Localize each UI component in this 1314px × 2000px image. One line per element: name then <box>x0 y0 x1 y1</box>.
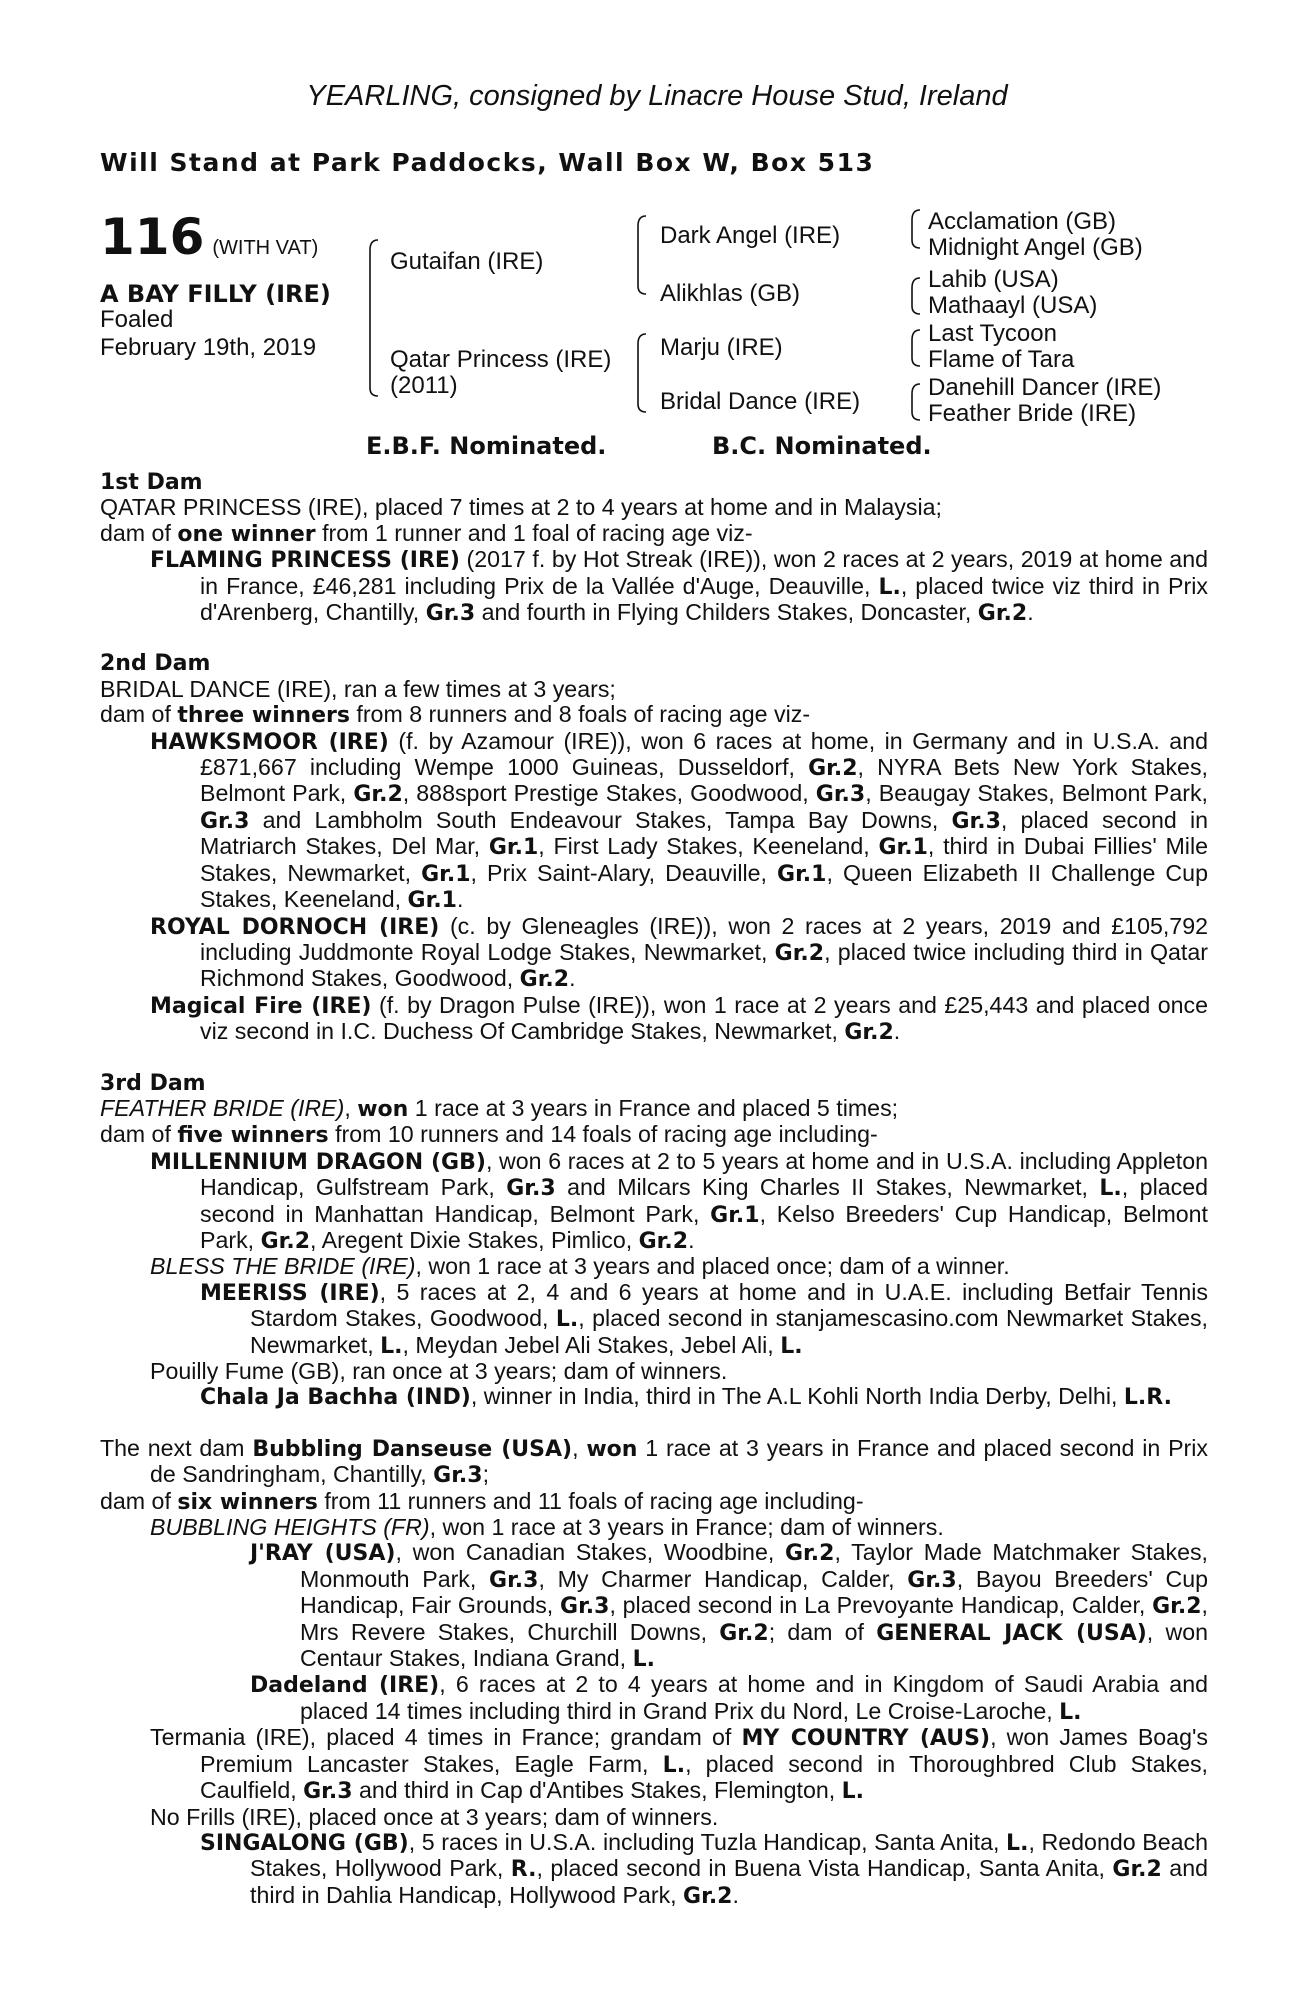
pedigree-dam-dam: Bridal Dance (IRE) <box>660 388 861 415</box>
pedigree-g8: Feather Bride (IRE) <box>928 400 1137 427</box>
entry-dadeland: Dadeland (IRE), 6 races at 2 to 4 years at home and in Kingdom of Saudi Arabia and placed 14 times including third in Grand Prix du Nord, Le Croise-Laroche, L. <box>250 1671 1208 1725</box>
entry-royal-dornoch: ROYAL DORNOCH (IRE) (c. by Gleneagles (IRE)), won 2 races at 2 years, 2019 and £105,792 including Juddmonte Royal Lodge Stakes, Newmarket, Gr.2, placed twice including third in Qatar Richmond Stakes, Goodwood, Gr.2. <box>150 912 1208 993</box>
entry-chala-ja-bachha: Chala Ja Bachha (IND), winner in India, third in The A.L Kohli North India Derby, Delhi, L.R. <box>200 1383 1172 1411</box>
next-dam-line: The next dam Bubbling Danseuse (USA), won 1 race at 3 years in France and placed second in Prix de Sandringham, Chantilly, Gr.3; <box>100 1434 1209 1489</box>
pedigree-g2: Midnight Angel (GB) <box>928 234 1143 261</box>
entry-magical-fire: Magical Fire (IRE) (f. by Dragon Pulse (IRE)), won 1 race at 2 years and £25,443 and placed once viz second in I.C. Duchess Of Cambridge Stakes, Newmarket, Gr.2. <box>150 991 1208 1046</box>
bracket-g-2 <box>912 278 920 314</box>
pedigree-sire-dam: Alikhlas (GB) <box>660 280 801 307</box>
vat-note: (WITH VAT) <box>212 237 319 259</box>
entry-singalong: SINGALONG (GB), 5 races in U.S.A. including Tuzla Handicap, Santa Anita, L., Redondo Beach Stakes, Hollywood Park, R., placed second in Buena Vista Handicap, Santa Anita, Gr.2 and third in Dahlia Handicap, Hollywood Park, Gr.2. <box>200 1828 1208 1909</box>
third-dam-heading: 3rd Dam <box>100 1070 206 1096</box>
horse-description: A BAY FILLY (IRE) <box>100 280 331 308</box>
bracket-dam <box>638 334 646 412</box>
pedigree-g7: Danehill Dancer (IRE) <box>928 374 1162 401</box>
first-dam-heading: 1st Dam <box>100 470 203 495</box>
foaled-label: Foaled <box>100 306 174 333</box>
bracket-g-1 <box>912 210 920 248</box>
catalogue-text <box>100 470 1208 1909</box>
ebf-nomination: E.B.F. Nominated. <box>366 432 607 460</box>
bc-nomination: B.C. Nominated. <box>712 432 932 460</box>
third-dam-line: FEATHER BRIDE (IRE), won 1 race at 3 years in France and placed 5 times; <box>100 1094 899 1122</box>
second-dam-heading: 2nd Dam <box>100 651 211 677</box>
next-dam-produce-line: dam of six winners from 11 runners and 11 foals of racing age including- <box>100 1487 864 1515</box>
foaled-date: February 19th, 2019 <box>100 334 317 361</box>
entry-termania: Termania (IRE), placed 4 times in France; grandam of MY COUNTRY (AUS), won James Boag's Premium Lancaster Stakes, Eagle Farm, L., placed second in Thoroughbred Club Stakes, Caulfield, Gr.3 and third in Cap d'Antibes Stakes, Flemington, L. <box>150 1724 1208 1805</box>
entry-millennium-dragon: MILLENNIUM DRAGON (GB), won 6 races at 2 to 5 years at home and in U.S.A. including Appleton Handicap, Gulfstream Park, Gr.3 and Milcars King Charles II Stakes, Newmarket, L., placed second in Manhattan Handicap, Belmont Park, Gr.1, Kelso Breeders' Cup Handicap, Belmont Park, Gr.2, Aregent Dixie Stakes, Pimlico, Gr.2. <box>150 1147 1209 1254</box>
first-dam-line: QATAR PRINCESS (IRE), placed 7 times at 2 to 4 years at home and in Malaysia; <box>100 494 942 521</box>
pedigree-dam-year: (2011) <box>390 372 458 399</box>
pedigree-dam: Qatar Princess (IRE) <box>390 346 612 373</box>
entry-jray: J'RAY (USA), won Canadian Stakes, Woodbine, Gr.2, Taylor Made Matchmaker Stakes, Monmouth Park, Gr.3, My Charmer Handicap, Calder, Gr.3, Bayou Breeders' Cup Handicap, Fair Grounds, Gr.3, placed second in La Prevoyante Handicap, Calder, Gr.2, Mrs Revere Stakes, Churchill Downs, Gr.2; dam of GENERAL JACK (USA), won Centaur Stakes, Indiana Grand, L. <box>250 1539 1209 1673</box>
pedigree-g4: Mathaayl (USA) <box>928 292 1098 319</box>
pedigree-g6: Flame of Tara <box>928 346 1075 373</box>
pedigree-g5: Last Tycoon <box>928 320 1057 347</box>
pedigree-dam-sire: Marju (IRE) <box>660 334 783 361</box>
third-dam-produce-line: dam of five winners from 10 runners and 14 foals of racing age including- <box>100 1121 878 1149</box>
entry-bubbling-heights: BUBBLING HEIGHTS (FR), won 1 race at 3 years in France; dam of winners. <box>150 1514 944 1541</box>
entry-no-frills: No Frills (IRE), placed once at 3 years; dam of winners. <box>150 1803 719 1830</box>
first-dam-produce-line: dam of one winner from 1 runner and 1 foal of racing age viz- <box>100 519 753 547</box>
stand-location: Will Stand at Park Paddocks, Wall Box W, Box 513 <box>100 148 875 177</box>
bracket-g-3 <box>912 330 920 366</box>
entry-bless-the-bride: BLESS THE BRIDE (IRE), won 1 race at 3 years and placed once; dam of a winner. <box>150 1253 1010 1280</box>
bracket-sire <box>638 216 646 294</box>
entry-meeriss: MEERISS (IRE), 5 races at 2, 4 and 6 years at home and in U.A.E. including Betfair Tennis Stardom Stakes, Goodwood, L., placed second in stanjamescasino.com Newmarket Stakes, Newmarket, L., Meydan Jebel Ali Stakes, Jebel Ali, L. <box>200 1278 1209 1359</box>
pedigree-sire: Gutaifan (IRE) <box>390 248 544 275</box>
lot-number: 116 <box>100 208 205 266</box>
entry-hawksmoor: HAWKSMOOR (IRE) (f. by Azamour (IRE)), won 6 races at home, in Germany and in U.S.A. and £871,667 including Wempe 1000 Guineas, Dusseldorf, Gr.2, NYRA Bets New York Stakes, Belmont Park, Gr.2, 888sport Prestige Stakes, Goodwood, Gr.3, Beaugay Stakes, Belmont Park, Gr.3 and Lambholm South Endeavour Stakes, Tampa Bay Downs, Gr.3, placed second in Matriarch Stakes, Del Mar, Gr.1, First Lady Stakes, Keeneland, Gr.1, third in Dubai Fillies' Mile Stakes, Newmarket, Gr.1, Prix Saint-Alary, Deauville, Gr.1, Queen Elizabeth II Challenge Cup Stakes, Keeneland, Gr.1. <box>150 727 1209 914</box>
bracket-g-4 <box>912 384 920 420</box>
bracket-main <box>370 240 378 396</box>
pedigree-g3: Lahib (USA) <box>928 266 1059 293</box>
pedigree-sire-sire: Dark Angel (IRE) <box>660 222 841 249</box>
second-dam-line: BRIDAL DANCE (IRE), ran a few times at 3 years; <box>100 675 616 702</box>
entry-pouilly-fume: Pouilly Fume (GB), ran once at 3 years; dam of winners. <box>150 1358 728 1384</box>
consignment-line: YEARLING, consigned by Linacre House Stud, Ireland <box>306 80 1008 112</box>
pedigree-g1: Acclamation (GB) <box>928 208 1117 235</box>
second-dam-produce-line: dam of three winners from 8 runners and 8 foals of racing age viz- <box>100 701 811 729</box>
entry-flaming-princess: FLAMING PRINCESS (IRE) (2017 f. by Hot Streak (IRE)), won 2 races at 2 years, 2019 at home and in France, £46,281 including Prix de la Vallée d'Auge, Deauville, L., placed twice viz third in Prix d'Arenberg, Chantilly, Gr.3 and fourth in Flying Childers Stakes, Doncaster, Gr.2. <box>150 546 1208 627</box>
